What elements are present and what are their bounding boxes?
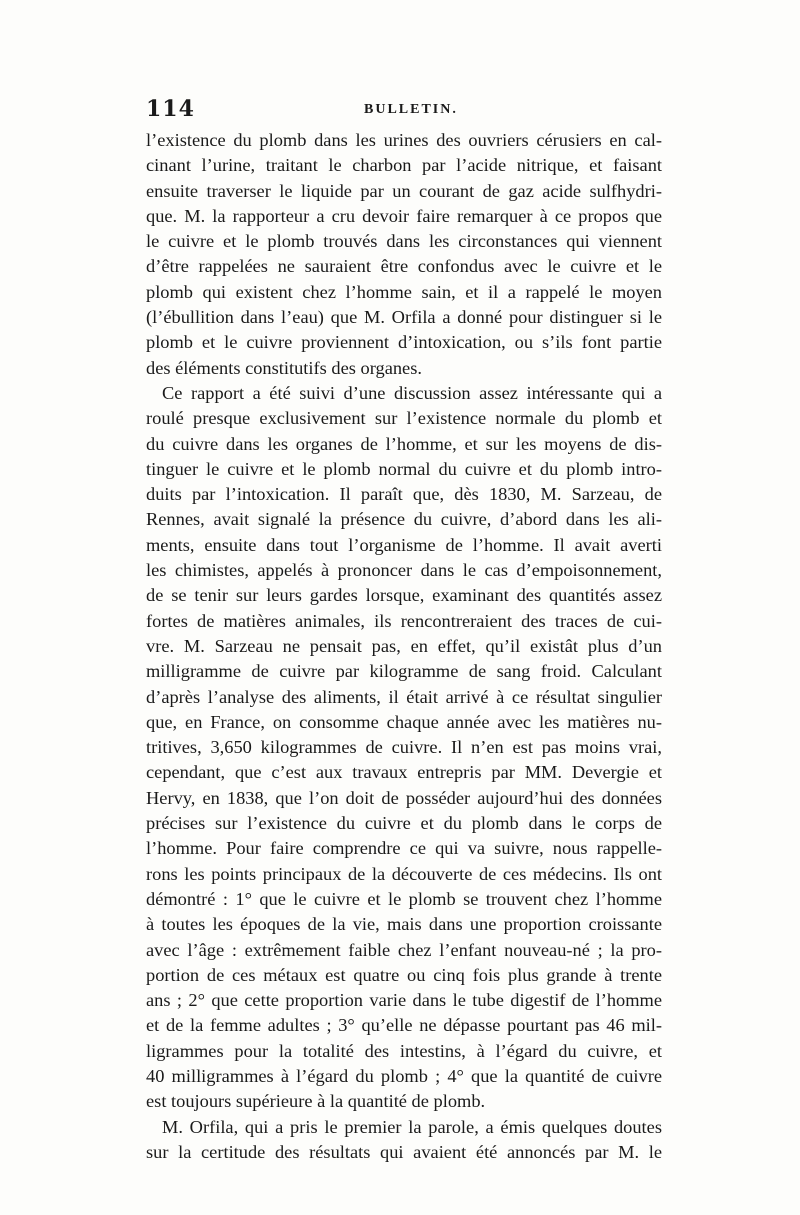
text-line: tinguer le cuivre et le plomb normal du cuivre et du plomb intro-	[146, 458, 662, 479]
text-line: du cuivre dans les organes de l’homme, et sur les moyens de dis-	[146, 433, 662, 454]
text-line: d’être rappelées ne sauraient être confondus avec le cuivre et le	[146, 256, 662, 277]
text-line: l’existence du plomb dans les urines des ouvriers cérusiers en cal-	[146, 130, 662, 150]
text-line: vre. M. Sarzeau ne pensait pas, en effet, qu’il existât plus d’un	[146, 635, 662, 656]
text-line: d’après l’analyse des aliments, il était arrivé à ce résultat singulier	[146, 686, 662, 707]
text-line: Hervy, en 1838, que l’on doit de posséder aujourd’hui des données	[146, 787, 662, 808]
text-line: Ce rapport a été suivi d’une discussion assez intéressante qui a	[162, 382, 662, 403]
text-line: plomb qui existent chez l’homme sain, et il a rappelé le moyen	[146, 281, 662, 302]
text-line: duits par l’intoxication. Il paraît que, dès 1830, M. Sarzeau, de	[146, 484, 662, 505]
text-line: des éléments constitutifs des organes.	[146, 357, 422, 378]
text-line: l’homme. Pour faire comprendre ce qui va suivre, nous rappelle-	[146, 838, 662, 859]
text-line: M. Orfila, qui a pris le premier la parole, a émis quelques doutes	[162, 1116, 662, 1137]
text-line: plomb et le cuivre proviennent d’intoxication, ou s’ils font partie	[146, 332, 662, 353]
text-line: 40 milligrammes à l’égard du plomb ; 4° que la quantité de cuivre	[146, 1065, 662, 1086]
text-line: précises sur l’existence du cuivre et du plomb dans le corps de	[146, 813, 662, 834]
page-number: 114	[146, 96, 195, 122]
text-line: que. M. la rapporteur a cru devoir faire remarquer à ce propos que	[146, 205, 662, 226]
text-line: ments, ensuite dans tout l’organisme de l’homme. Il avait averti	[146, 534, 662, 555]
text-line: les chimistes, appelés à prononcer dans le cas d’empoisonnement,	[146, 560, 662, 581]
text-line: ans ; 2° que cette proportion varie dans le tube digestif de l’homme	[146, 990, 662, 1011]
text-line: fortes de matières animales, ils rencontreraient des traces de cui-	[146, 610, 662, 631]
text-line: le cuivre et le plomb trouvés dans les circonstances qui viennent	[146, 231, 662, 252]
text-line: portion de ces métaux est quatre ou cinq fois plus grande à trente	[146, 964, 662, 985]
body-text	[146, 128, 662, 1165]
text-line: Rennes, avait signalé la présence du cuivre, d’abord dans les ali-	[146, 509, 662, 530]
text-line: avec l’âge : extrêmement faible chez l’enfant nouveau-né ; la pro-	[146, 939, 662, 960]
text-line: et de la femme adultes ; 3° qu’elle ne dépasse pourtant pas 46 mil-	[146, 1015, 662, 1036]
text-line: démontré : 1° que le cuivre et le plomb se trouvent chez l’homme	[146, 888, 662, 909]
text-line: de se tenir sur leurs gardes lorsque, examinant des quantités assez	[146, 585, 662, 606]
text-line: que, en France, on consomme chaque année avec les matières nu-	[146, 711, 662, 732]
text-line: tritives, 3,650 kilogrammes de cuivre. Il n’en est pas moins vrai,	[146, 737, 662, 758]
text-line: ensuite traverser le liquide par un courant de gaz acide sulfhydri-	[146, 180, 662, 201]
text-line: cependant, que c’est aux travaux entrepris par MM. Devergie et	[146, 762, 662, 783]
page-header	[146, 96, 662, 126]
text-line: roulé presque exclusivement sur l’existence normale du plomb et	[146, 408, 662, 429]
text-line: cinant l’urine, traitant le charbon par l’acide nitrique, et faisant	[146, 155, 662, 176]
text-line: (l’ébullition dans l’eau) que M. Orfila a donné pour distinguer si le	[146, 307, 662, 328]
text-line: sur la certitude des résultats qui avaient été annoncés par M. le	[146, 1141, 662, 1162]
running-head: BULLETIN.	[364, 102, 458, 117]
text-line: milligramme de cuivre par kilogramme de sang froid. Calculant	[146, 661, 662, 682]
text-line: est toujours supérieure à la quantité de plomb.	[146, 1091, 486, 1112]
text-line: rons les points principaux de la découverte de ces médecins. Ils ont	[146, 863, 662, 884]
text-line: à toutes les époques de la vie, mais dans une proportion croissante	[146, 914, 662, 935]
text-line: ligrammes pour la totalité des intestins, à l’égard du cuivre, et	[146, 1040, 662, 1061]
